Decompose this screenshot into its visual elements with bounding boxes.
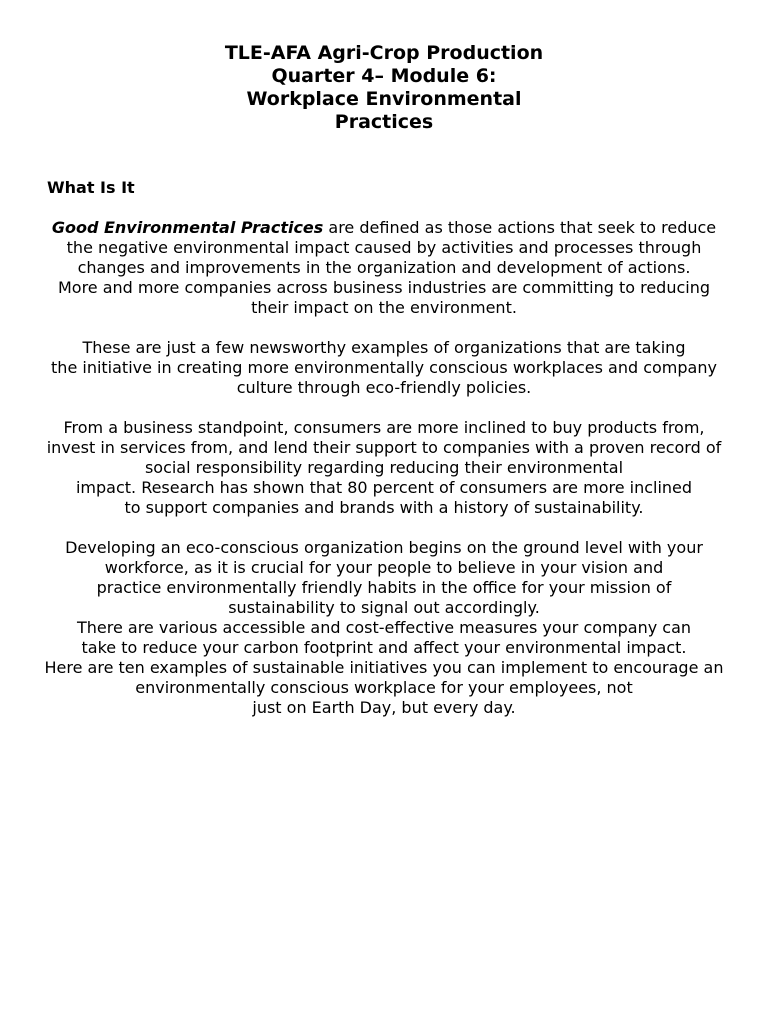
paragraph-1-line-4: More and more companies across business industries are committing to reducing their impact on the environment. [57, 278, 711, 317]
paragraph-4-line-4: take to reduce your carbon footprint and affect your environmental impact. [81, 638, 687, 657]
paragraph-4-line-3: There are various accessible and cost-effective measures your company can [76, 618, 692, 637]
paragraph-4-line-2: practice environmentally friendly habits in the office for your mission of sustainability to signal out accordingly. [96, 578, 672, 617]
body-text [44, 218, 724, 738]
paragraph-1-line-2: the negative environmental impact caused by activities and processes through [66, 238, 702, 257]
title-line-1: TLE-AFA Agri-Crop Production [224, 42, 544, 64]
paragraph-2-line-2: the initiative in creating more environmentally conscious workplaces and company culture through eco-friendly policies. [51, 358, 717, 397]
paragraph-3-line-1: From a business standpoint, consumers are more inclined to buy products from, invest in services from, and lend their support to companies with a proven record of social responsibility regarding reducing their environmental [46, 418, 722, 477]
title-line-2: Quarter 4– Module 6: [271, 65, 497, 87]
paragraph-4 [44, 538, 724, 718]
paragraph-3-line-3: to support companies and brands with a history of sustainability. [124, 498, 644, 517]
paragraph-3-line-2: impact. Research has shown that 80 percent of consumers are more inclined [75, 478, 693, 497]
document-title [0, 42, 768, 134]
paragraph-1-line-1 [44, 218, 724, 238]
paragraph-4-line-5: Here are ten examples of sustainable initiatives you can implement to encourage an environmentally conscious workplace for your employees, not [44, 658, 724, 697]
title-line-4: Practices [334, 111, 434, 133]
title-line-3: Workplace Environmental [246, 88, 522, 110]
paragraph-1 [44, 218, 724, 318]
paragraph-2 [44, 338, 724, 398]
paragraph-1-line-1-text: are defined as those actions that seek to reduce [323, 218, 717, 237]
paragraph-1-line-3: changes and improvements in the organization and development of actions. [77, 258, 691, 277]
emphasis-term: Good Environmental Practices [51, 218, 324, 237]
section-heading: What Is It [47, 178, 135, 197]
paragraph-3 [44, 418, 724, 518]
paragraph-4-line-6: just on Earth Day, but every day. [252, 698, 516, 717]
paragraph-4-line-1: Developing an eco-conscious organization begins on the ground level with your workforce, as it is crucial for your people to believe in your vision and [65, 538, 703, 577]
paragraph-2-line-1: These are just a few newsworthy examples of organizations that are taking [82, 338, 686, 357]
